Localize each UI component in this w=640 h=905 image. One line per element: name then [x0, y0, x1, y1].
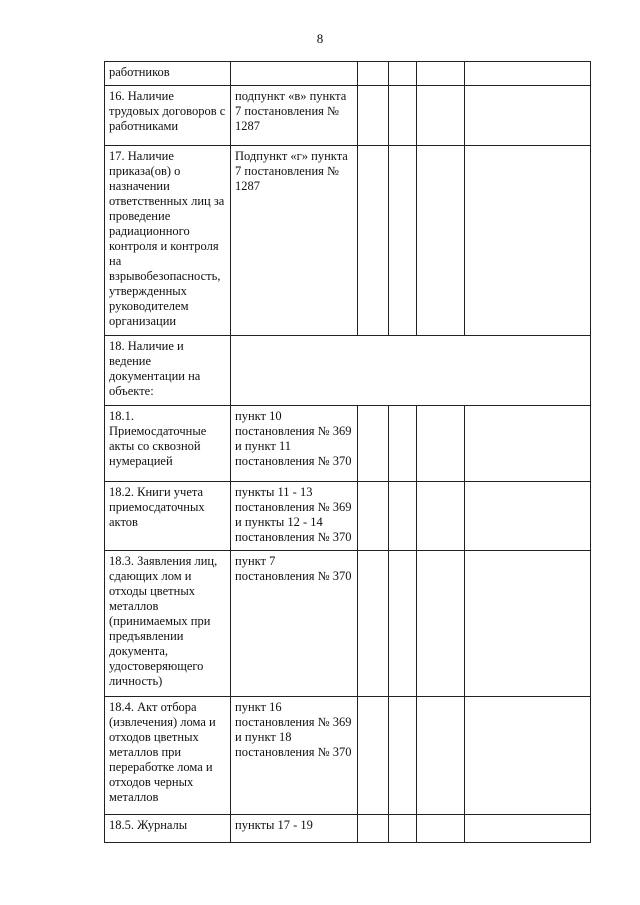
- note-cell: [465, 62, 591, 86]
- answer-cell: [389, 482, 417, 551]
- note-cell: [465, 146, 591, 336]
- answer-cell: [417, 86, 465, 146]
- answer-cell: [358, 62, 389, 86]
- table-row: [105, 146, 591, 336]
- legal-basis-cell: пункт 16 постановления № 369 и пункт 18 постановления № 370: [231, 697, 358, 815]
- answer-cell: [358, 482, 389, 551]
- table-row: [105, 482, 591, 551]
- answer-cell: [417, 62, 465, 86]
- answer-cell: [358, 697, 389, 815]
- legal-basis-cell: пункт 7 постановления № 370: [231, 551, 358, 697]
- requirement-cell: 18. Наличие и ведение документации на объекте:: [105, 336, 231, 406]
- answer-cell: [389, 406, 417, 482]
- section-header-cell: [231, 336, 591, 406]
- answer-cell: [417, 815, 465, 843]
- requirement-cell: 18.4. Акт отбора (извлечения) лома и отходов цветных металлов при переработке лома и отходов черных металлов: [105, 697, 231, 815]
- answer-cell: [389, 551, 417, 697]
- requirement-cell: 18.1. Приемосдаточные акты со сквозной нумерацией: [105, 406, 231, 482]
- table-row: [105, 62, 591, 86]
- requirement-cell: 18.3. Заявления лиц, сдающих лом и отходы цветных металлов (принимаемых при предъявлении документа, удостоверяющего личность): [105, 551, 231, 697]
- note-cell: [465, 482, 591, 551]
- answer-cell: [389, 86, 417, 146]
- answer-cell: [389, 697, 417, 815]
- answer-cell: [389, 146, 417, 336]
- note-cell: [465, 815, 591, 843]
- table-row: [105, 697, 591, 815]
- table-row: [105, 551, 591, 697]
- note-cell: [465, 697, 591, 815]
- requirement-cell: 18.2. Книги учета приемосдаточных актов: [105, 482, 231, 551]
- table-row: [105, 406, 591, 482]
- requirement-cell: 17. Наличие приказа(ов) о назначении ответственных лиц за проведение радиационного контроля и контроля на взрывобезопасность, утвержденных руководителем организации: [105, 146, 231, 336]
- requirement-cell: 18.5. Журналы: [105, 815, 231, 843]
- answer-cell: [417, 697, 465, 815]
- legal-basis-cell: подпункт «в» пункта 7 постановления № 1287: [231, 86, 358, 146]
- answer-cell: [358, 406, 389, 482]
- requirement-cell: работников: [105, 62, 231, 86]
- table-row: [105, 86, 591, 146]
- table-row: [105, 815, 591, 843]
- legal-basis-cell: пункт 10 постановления № 369 и пункт 11 постановления № 370: [231, 406, 358, 482]
- answer-cell: [417, 406, 465, 482]
- table-row: [105, 336, 591, 406]
- answer-cell: [358, 86, 389, 146]
- note-cell: [465, 551, 591, 697]
- note-cell: [465, 406, 591, 482]
- legal-basis-cell: [231, 62, 358, 86]
- note-cell: [465, 86, 591, 146]
- answer-cell: [417, 551, 465, 697]
- answer-cell: [389, 815, 417, 843]
- answer-cell: [417, 146, 465, 336]
- page-number: 8: [316, 31, 324, 46]
- requirement-cell: 16. Наличие трудовых договоров с работниками: [105, 86, 231, 146]
- legal-basis-cell: Подпункт «г» пункта 7 постановления № 1287: [231, 146, 358, 336]
- legal-basis-cell: пункты 17 - 19: [231, 815, 358, 843]
- answer-cell: [358, 815, 389, 843]
- answer-cell: [358, 146, 389, 336]
- answer-cell: [417, 482, 465, 551]
- checklist-table: [104, 61, 591, 843]
- answer-cell: [358, 551, 389, 697]
- legal-basis-cell: пункты 11 - 13 постановления № 369 и пункты 12 - 14 постановления № 370: [231, 482, 358, 551]
- answer-cell: [389, 62, 417, 86]
